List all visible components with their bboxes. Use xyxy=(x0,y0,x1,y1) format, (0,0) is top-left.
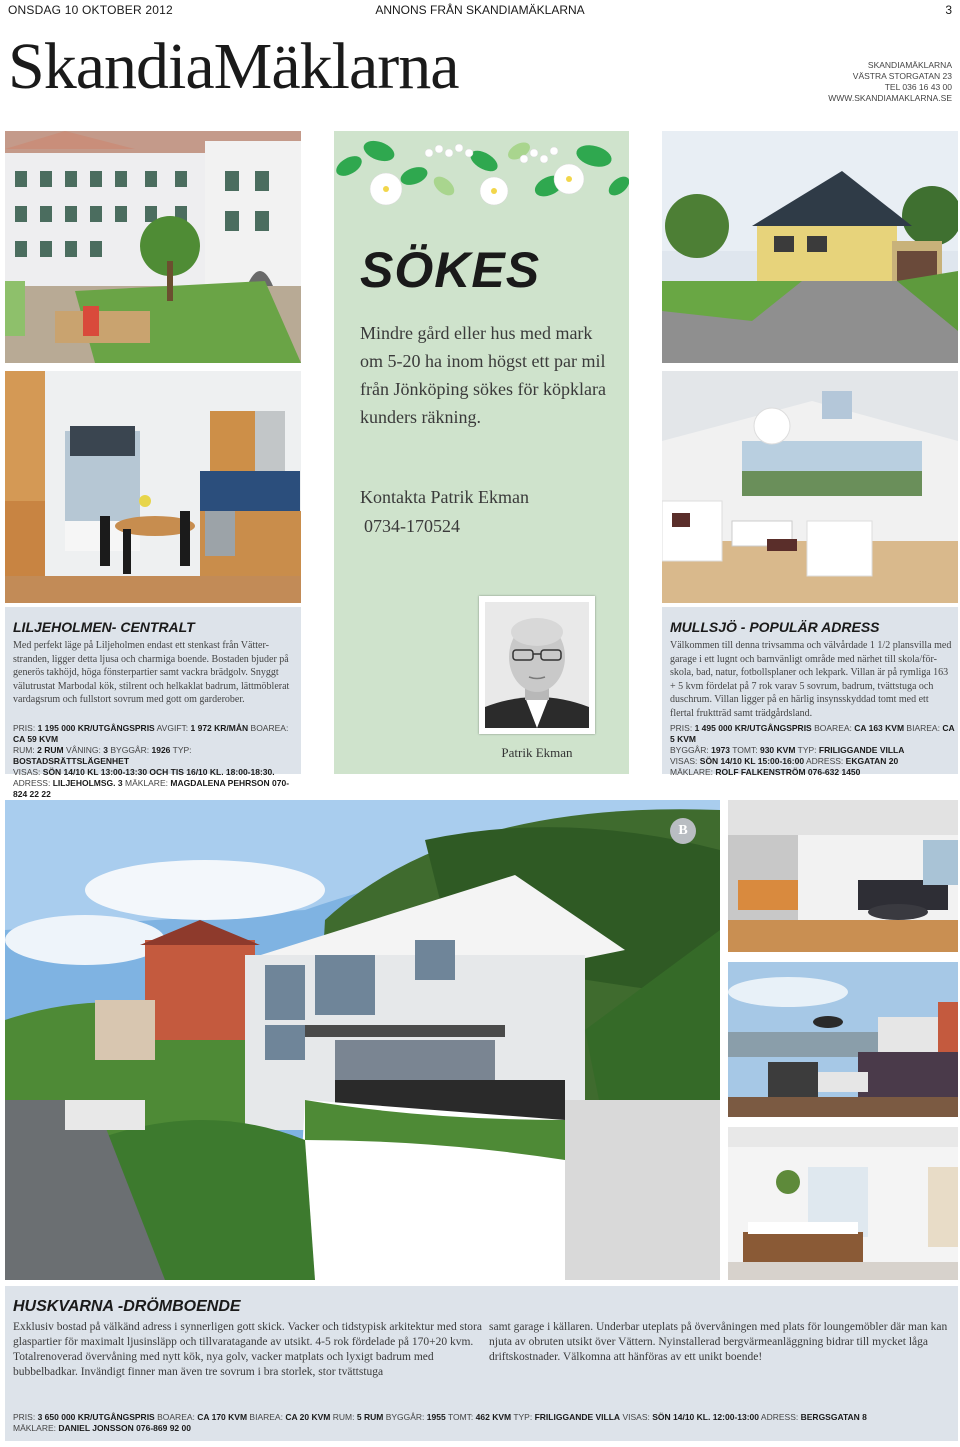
sokes-phone: 0734-170524 xyxy=(364,516,460,536)
sokes-title: SÖKES xyxy=(360,242,541,298)
fact-label: BOAREA: xyxy=(814,723,852,733)
listing-heading: LILJEHOLMEN- CENTRALT xyxy=(13,619,195,635)
fact-label: BOAREA: xyxy=(250,723,289,733)
fact-value: LILJEHOLMSG. 3 xyxy=(52,778,123,788)
fact-value: FRILIGGANDE VILLA xyxy=(534,1412,621,1422)
fact-label: ADRESS: xyxy=(760,1412,799,1422)
fact-value: CA 59 KVM xyxy=(13,734,59,744)
fact-label: TYP: xyxy=(172,745,192,755)
listing-heading: HUSKVARNA -DRÖMBOENDE xyxy=(13,1298,241,1315)
fact-label: VÅNING: xyxy=(65,745,101,755)
fact-value: MAGDALENA PEHRSON 070-824 22 22 xyxy=(13,778,290,799)
huskvarna-exterior-photo xyxy=(5,800,720,1280)
fact-value: 1973 xyxy=(711,745,731,755)
fact-label: BIAREA: xyxy=(249,1412,283,1422)
fact-label: VISAS: xyxy=(622,1412,650,1422)
fact-label: TOMT: xyxy=(732,745,758,755)
page-number: 3 xyxy=(945,3,952,17)
courtyard-photo xyxy=(5,131,301,363)
fact-label: BYGGÅR: xyxy=(385,1412,425,1422)
fact-value: 3 xyxy=(103,745,108,755)
villa-living-room-photo xyxy=(662,371,958,603)
fact-value: 462 KVM xyxy=(475,1412,512,1422)
flower-decoration xyxy=(334,131,629,221)
fact-value: CA 170 KVM xyxy=(197,1412,248,1422)
fact-value: 1955 xyxy=(426,1412,446,1422)
fact-value: 1926 xyxy=(151,745,171,755)
fact-label: PRIS: xyxy=(13,723,36,733)
fact-label: TOMT: xyxy=(447,1412,474,1422)
sokes-body: Mindre gård eller hus med mark om 5-20 ha inom högst ett par mil från Jönköping sökes för köpklara kunders räkning. xyxy=(360,323,606,427)
listing-description-col1: Exklusiv bostad på välkänd adress i synnerligen gott skick. Vacker och tidstypisk arkitektur med stora glaspartier för maximalt ljusinsläpp och tillvaratagande av utsikt. 4-5 rok fördelade på 170+20 kvm. Totalrenoverad övervåning med nytt kök, nya golv, vacker matplats och lyxigt badrum med bubbelbadkar. Invändigt finner man även tre sovrum i bra storlek, stor tvättstuga xyxy=(13,1321,482,1378)
ad-label: ANNONS FRÅN SKANDIAMÄKLARNA xyxy=(375,3,585,17)
bathroom-photo xyxy=(728,1127,958,1280)
fact-label: RUM: xyxy=(332,1412,355,1422)
issue-date: ONSDAG 10 OKTOBER 2012 xyxy=(8,3,173,17)
fact-label: ADRESS: xyxy=(13,778,51,788)
fact-label: TYP: xyxy=(513,1412,533,1422)
listing-heading: MULLSJÖ - POPULÄR ADRESS xyxy=(670,619,880,635)
page-header xyxy=(8,0,952,20)
fact-value: SÖN 14/10 KL 13:00-13:30 OCH TIS 16/10 KL. 18:00-18:30. xyxy=(42,767,275,777)
fact-value: SÖN 14/10 KL 15:00-16:00 xyxy=(699,756,805,766)
fact-label: MÄKLARE: xyxy=(13,1423,56,1433)
listing-facts xyxy=(13,723,301,800)
interior-lounge-photo xyxy=(728,800,958,952)
villa-exterior-photo xyxy=(662,131,958,363)
fact-label: PRIS: xyxy=(670,723,693,733)
fact-value: CA 20 KVM xyxy=(285,1412,331,1422)
agent-portrait xyxy=(479,596,595,734)
brand-logo: SkandiaMäklarna xyxy=(8,30,459,103)
fact-label: PRIS: xyxy=(13,1412,36,1422)
fact-label: BIAREA: xyxy=(906,723,940,733)
listing-facts xyxy=(670,723,958,778)
fact-label: MÄKLARE: xyxy=(124,778,168,788)
fact-label: AVGIFT: xyxy=(156,723,189,733)
fact-value: 5 RUM xyxy=(356,1412,384,1422)
contact-line: VÄSTRA STORGATAN 23 xyxy=(852,71,952,81)
contact-line: TEL 036 16 43 00 xyxy=(884,82,952,92)
fact-label: VISAS: xyxy=(670,756,698,766)
fact-value: 2 RUM xyxy=(37,745,64,755)
fact-label: BYGGÅR: xyxy=(670,745,709,755)
contact-line: SKANDIAMÄKLARNA xyxy=(867,60,952,70)
fact-value: SÖN 14/10 KL. 12:00-13:00 xyxy=(652,1412,760,1422)
fact-label: ADRESS: xyxy=(805,756,844,766)
listing-facts xyxy=(13,1412,953,1434)
fact-label: BYGGÅR: xyxy=(110,745,150,755)
fact-value: EKGATAN 20 xyxy=(845,756,899,766)
fact-value: DANIEL JONSSON 076-869 92 00 xyxy=(58,1423,191,1433)
fact-label: TYP: xyxy=(797,745,817,755)
brand-contact xyxy=(828,60,952,104)
fact-label: BOAREA: xyxy=(157,1412,195,1422)
kitchen-photo xyxy=(5,371,301,603)
fact-value: 3 650 000 KR/UTGÅNGSPRIS xyxy=(37,1412,155,1422)
listing-description-col2: samt garage i källaren. Underbar uteplats på övervåningen med plats för loungemöbler där man kan njuta av obruten utsikt över Vättern. Nyinstallerad bergvärmeanläggning bidrar till mycket låga driftskostnader. Välkomna att hänföras av ett unikt boende! xyxy=(489,1321,948,1363)
hitta-badge-icon: B xyxy=(670,818,696,844)
fact-value: CA 163 KVM xyxy=(854,723,905,733)
fact-value: BERGSGATAN 8 xyxy=(800,1412,867,1422)
fact-value: CA 5 KVM xyxy=(670,723,955,744)
listing-mullsjo xyxy=(662,607,958,777)
fact-label: RUM: xyxy=(13,745,35,755)
sokes-contact: Kontakta Patrik Ekman xyxy=(360,487,529,507)
fact-value: ROLF FALKENSTRÖM 076-632 1450 xyxy=(715,767,861,777)
terrace-photo xyxy=(728,962,958,1117)
fact-label: VISAS: xyxy=(13,767,41,777)
fact-value: BOSTADSRÄTTSLÄGENHET xyxy=(13,756,130,766)
fact-label: MÄKLARE: xyxy=(670,767,713,777)
sokes-panel xyxy=(334,131,629,774)
contact-line: WWW.SKANDIAMAKLARNA.SE xyxy=(828,93,952,103)
fact-value: 1 495 000 KR/UTGÅNGSPRIS xyxy=(694,723,812,733)
listing-huskvarna xyxy=(5,1286,958,1441)
fact-value: FRILIGGANDE VILLA xyxy=(818,745,905,755)
fact-value: 1 972 KR/MÅN xyxy=(190,723,249,733)
agent-name: Patrik Ekman xyxy=(501,745,573,760)
fact-value: 930 KVM xyxy=(759,745,796,755)
listing-description: Välkommen till denna trivsamma och välvårdade 1 1/2 plansvilla med garage i ett lugnt och barnvänligt område med närhet till skola/för-skola, bad, natur, fotbollsplaner och lekpark. Villan är på rymliga 163 + 5 kvm fördelat på 7 rok varav 5 sovrum, badrum, tvättstuga och duschrum. Villan ligger på en härlig insynsskyddad tomt med ett flertal fruktträd samt trädgårdsland. xyxy=(670,640,952,719)
fact-value: 1 195 000 KR/UTGÅNGSPRIS xyxy=(37,723,155,733)
listing-description: Med perfekt läge på Liljeholmen endast ett stenkast från Vätter-stranden, ligger detta ljusa och charmiga boende. Bostaden bjuder på generös takhöjd, höga fönsterpartier samt vackra brädgolv. Snyggt välutrustat Marbodal kök, stilrent och helkaklat badrum, lättmöblerat vardagsrum och fullstort sovrum med gott om garderober. xyxy=(13,640,290,705)
listing-liljeholmen xyxy=(5,607,301,799)
